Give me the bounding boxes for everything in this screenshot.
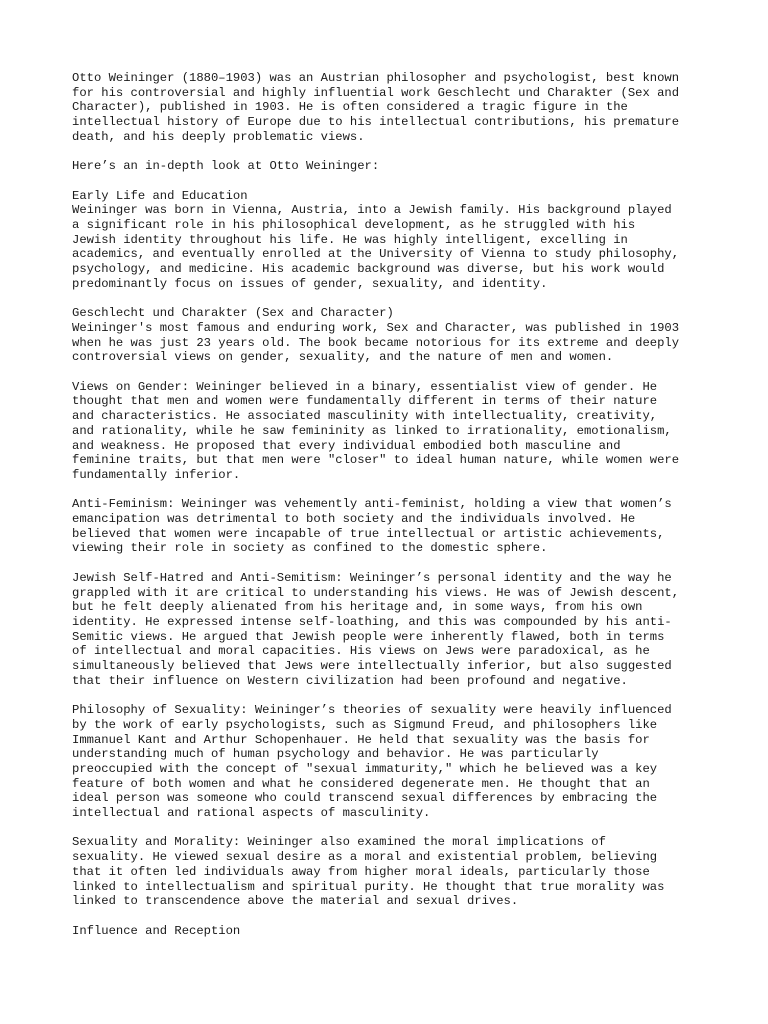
text-line: Sexuality and Morality: Weininger also examined the moral implications of [72, 835, 606, 850]
text-line: Anti-Feminism: Weininger was vehemently anti-feminist, holding a view that women’s [72, 497, 672, 512]
text-line: Jewish identity throughout his life. He was highly intelligent, excelling in [72, 232, 628, 247]
section-heading: Influence and Reception [72, 923, 241, 938]
text-line: Weininger's most famous and enduring work, Sex and Character, was published in 1903 [72, 320, 680, 335]
text-line: and characteristics. He associated masculinity with intellectuality, creativity, [72, 409, 658, 424]
text-line: fundamentally inferior. [72, 467, 241, 482]
text-line: that it often led individuals away from higher moral ideals, particularly those [72, 864, 650, 879]
text-line: emancipation was detrimental to both society and the individuals involved. He [72, 512, 636, 527]
text-line: when he was just 23 years old. The book became notorious for its extreme and deeply [72, 335, 680, 350]
sexuality-and-morality-paragraph [72, 835, 732, 909]
text-line: understanding much of human psychology and behavior. He was particularly [72, 747, 599, 762]
text-line: Views on Gender: Weininger believed in a binary, essentialist view of gender. He [72, 379, 658, 394]
text-line: thought that men and women were fundamentally different in terms of their nature [72, 394, 658, 409]
text-line: Immanuel Kant and Arthur Schopenhauer. He held that sexuality was the basis for [72, 732, 650, 747]
text-line: and weakness. He proposed that every individual embodied both masculine and [72, 438, 621, 453]
text-line: feature of both women and what he considered degenerate men. He thought that an [72, 776, 650, 791]
text-line: believed that women were incapable of true intellectual or artistic achievements, [72, 526, 665, 541]
section-heading: Early Life and Education [72, 188, 248, 203]
text-line: academics, and eventually enrolled at the University of Vienna to study philosophy, [72, 247, 680, 262]
text-line: by the work of early psychologists, such as Sigmund Freud, and philosophers like [72, 717, 658, 732]
text-line: Character), published in 1903. He is often considered a tragic figure in the [72, 100, 628, 115]
intro-paragraph [72, 71, 732, 145]
text-line: of intellectual and moral capacities. His views on Jews were paradoxical, as he [72, 644, 650, 659]
text-line: sexuality. He viewed sexual desire as a moral and existential problem, believing [72, 850, 658, 865]
text-line: controversial views on gender, sexuality, and the nature of men and women. [72, 350, 614, 365]
text-line: preoccupied with the concept of "sexual immaturity," which he believed was a key [72, 761, 658, 776]
influence-section [72, 924, 732, 939]
text-line: linked to transcendence above the material and sexual drives. [72, 894, 519, 909]
philosophy-of-sexuality-paragraph [72, 703, 732, 821]
document-page [72, 71, 732, 953]
text-line: psychology, and medicine. His academic background was diverse, but his work would [72, 262, 665, 277]
text-line: but he felt deeply alienated from his heritage and, in some ways, from his own [72, 600, 643, 615]
sex-and-character-section [72, 306, 732, 365]
text-line: Philosophy of Sexuality: Weininger’s theories of sexuality were heavily influenced [72, 703, 672, 718]
text-line: a significant role in his philosophical development, as he struggled with his [72, 218, 636, 232]
text-line: grappled with it are critical to understanding his views. He was of Jewish descent, [72, 585, 680, 600]
views-on-gender-paragraph [72, 380, 732, 483]
text-line: linked to intellectualism and spiritual purity. He thought that true morality was [72, 879, 665, 894]
text-line: Weininger was born in Vienna, Austria, into a Jewish family. His background played [72, 203, 672, 218]
text-line: Semitic views. He argued that Jewish people were inherently flawed, both in terms [72, 629, 665, 644]
text-line: and rationality, while he saw femininity as linked to irrationality, emotionalism, [72, 423, 672, 438]
text-line: predominantly focus on issues of gender, sexuality, and identity. [72, 276, 548, 291]
text-line: death, and his deeply problematic views. [72, 129, 365, 144]
text-line: viewing their role in society as confined to the domestic sphere. [72, 541, 548, 556]
text-line: Here’s an in-depth look at Otto Weininger: [72, 159, 380, 174]
text-line: feminine traits, but that men were "closer" to ideal human nature, while women were [72, 453, 680, 468]
text-line: that their influence on Western civilization had been profound and negative. [72, 673, 628, 688]
text-line: identity. He expressed intense self-loathing, and this was compounded by his anti- [72, 614, 672, 629]
text-line: intellectual and rational aspects of masculinity. [72, 806, 431, 821]
text-line: Jewish Self-Hatred and Anti-Semitism: Weininger’s personal identity and the way he [72, 570, 672, 585]
lead-in-paragraph [72, 159, 732, 174]
section-heading: Geschlecht und Charakter (Sex and Character) [72, 306, 394, 321]
text-line: for his controversial and highly influential work Geschlecht und Charakter (Sex and [72, 85, 680, 100]
text-line: ideal person was someone who could transcend sexual differences by embracing the [72, 791, 658, 806]
text-line: intellectual history of Europe due to his intellectual contributions, his premature [72, 115, 680, 130]
text-line: Otto Weininger (1880–1903) was an Austrian philosopher and psychologist, best known [72, 71, 680, 85]
text-line: simultaneously believed that Jews were intellectually inferior, but also suggested [72, 659, 672, 674]
self-hatred-paragraph [72, 571, 732, 689]
early-life-section [72, 189, 732, 292]
anti-feminism-paragraph [72, 497, 732, 556]
